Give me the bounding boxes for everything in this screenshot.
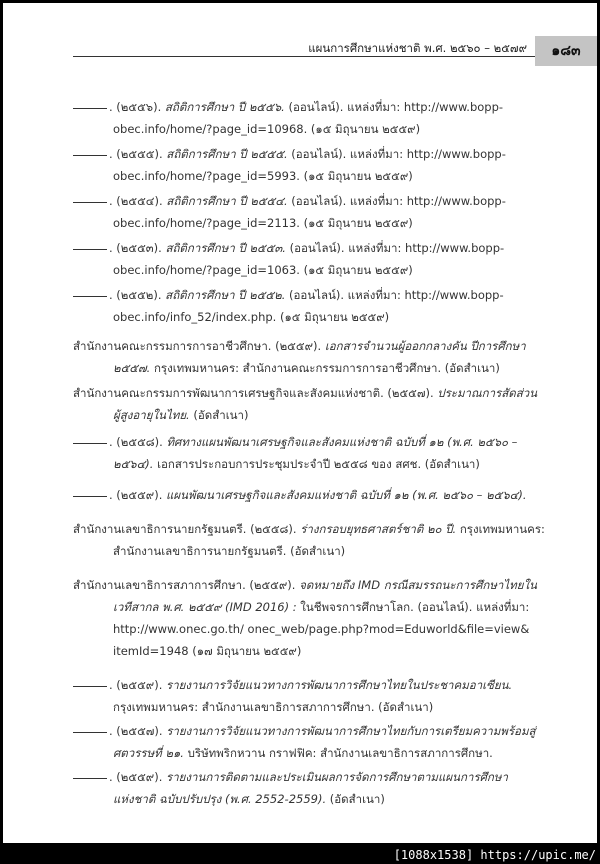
reference-text: สำนักงานคณะกรรมการพัฒนาการเศรษฐกิจและสังคมแห่งชาติ. (๒๕๕๗). [73, 386, 438, 400]
same-author-dash [73, 155, 107, 156]
reference-text: obec.info/home/?page_id=1063. (๑๕ มิถุนายน ๒๕๕๙) [113, 263, 413, 277]
reference-line [73, 575, 537, 595]
reference-line [113, 213, 413, 233]
reference-line [113, 307, 389, 327]
reference-text: สำนักงานคณะกรรมการการอาชีวศึกษา. (๒๕๕๙). [73, 339, 325, 353]
header-rule [73, 56, 535, 57]
reference-line [73, 285, 504, 305]
reference-title: สถิติการศึกษา ปี ๒๕๕๔. [166, 194, 288, 208]
reference-title: เอกสารจำนวนผู้ออกกลางคัน ปีการศึกษา [324, 339, 526, 353]
reference-text: obec.info/home/?page_id=10968. (๑๕ มิถุนายน ๒๕๕๙) [113, 122, 421, 136]
reference-text: obec.info/home/?page_id=2113. (๑๕ มิถุนายน ๒๕๕๙) [113, 216, 413, 230]
reference-line [73, 721, 536, 741]
reference-text: . (๒๕๕๓). [109, 241, 166, 255]
document-page [3, 3, 597, 843]
reference-line [113, 789, 385, 809]
reference-title: ๒๕๕๗. [113, 361, 151, 375]
same-author-dash [73, 443, 107, 444]
reference-line [113, 119, 420, 139]
reference-line [113, 619, 529, 639]
same-author-dash [73, 108, 107, 109]
reference-text: กรุงเทพมหานคร: [456, 522, 545, 536]
reference-text: . (๒๕๕๙). [109, 678, 167, 692]
reference-line [113, 743, 493, 763]
reference-text: . (๒๕๕๗). [109, 724, 167, 738]
reference-text: . (๒๕๕๔). [109, 194, 167, 208]
same-author-dash [73, 496, 107, 497]
reference-line [73, 485, 527, 505]
reference-text: (อัดสำเนา) [189, 408, 249, 422]
reference-line [113, 641, 301, 661]
reference-text: itemId=1948 (๑๗ มิถุนายน ๒๕๕๙) [113, 644, 302, 658]
reference-title: ร่างกรอบยุทธศาสตร์ชาติ ๒๐ ปี. [300, 522, 457, 536]
reference-line [113, 166, 413, 186]
reference-text: . (๒๕๕๙). [109, 770, 167, 784]
reference-line [113, 358, 500, 378]
reference-text: ในชีพจรการศึกษาโลก. (ออนไลน์). แหล่งที่มา: [296, 600, 530, 614]
reference-text: (ออนไลน์). แหล่งที่มา: http://www.bopp- [285, 241, 505, 255]
reference-line [113, 597, 529, 617]
reference-text: บริษัทพริกหวาน กราฟฟิค: สำนักงานเลขาธิการสภาการศึกษา. [183, 746, 493, 760]
reference-text: กรุงเทพมหานคร: สำนักงานเลขาธิการสภาการศึกษา. (อัดสำเนา) [113, 700, 434, 714]
reference-line [73, 191, 506, 211]
reference-text: . (๒๕๕๕). [109, 147, 167, 161]
same-author-dash [73, 249, 107, 250]
reference-text: (ออนไลน์). แหล่งที่มา: http://www.bopp- [287, 147, 506, 161]
reference-text: . (๒๕๕๖). [109, 100, 165, 114]
reference-text: กรุงเทพมหานคร: สำนักงานคณะกรรมการการอาชีวศึกษา. (อัดสำเนา) [150, 361, 500, 375]
reference-text: สำนักงานเลขาธิการนายกรัฐมนตรี. (อัดสำเนา) [113, 544, 346, 558]
reference-title: สถิติการศึกษา ปี ๒๕๕๖. [164, 100, 285, 114]
reference-line [73, 97, 503, 117]
reference-title: สถิติการศึกษา ปี ๒๕๕๕. [166, 147, 288, 161]
reference-text: obec.info/info_52/index.php. (๑๕ มิถุนายน ๒๕๕๙) [113, 310, 390, 324]
reference-title: ประมาณการสัดส่วน [437, 386, 538, 400]
reference-title: แผนพัฒนาเศรษฐกิจและสังคมแห่งชาติ ฉบับที่ ๑๒ (พ.ศ. ๒๕๖๐ – ๒๕๖๔). [166, 488, 527, 502]
reference-text: . (๒๕๕๙). [109, 488, 167, 502]
reference-text: . (๒๕๕๒). [109, 288, 166, 302]
same-author-dash [73, 732, 107, 733]
reference-title: ผู้สูงอายุในไทย. [113, 408, 190, 422]
same-author-dash [73, 202, 107, 203]
reference-title: แห่งชาติ ฉบับปรับปรุง (พ.ศ. 2552-2559). [113, 792, 327, 806]
reference-text: (อัดสำเนา) [326, 792, 385, 806]
reference-line [113, 405, 248, 425]
page-number-tab [535, 36, 597, 66]
reference-line [73, 432, 517, 452]
reference-line [73, 767, 508, 787]
same-author-dash [73, 778, 107, 779]
reference-line [73, 144, 506, 164]
reference-title: สถิติการศึกษา ปี ๒๕๕๓. [165, 241, 286, 255]
reference-title: จดหมายถึง IMD กรณีสมรรถนะการศึกษาไทยใน [299, 578, 537, 592]
reference-text: http://www.onec.go.th/ onec_web/page.php?mod=Eduworld&file=view& [113, 622, 530, 636]
reference-title: เวทีสากล พ.ศ. ๒๕๕๙ (IMD 2016) : [113, 600, 297, 614]
reference-line [73, 675, 512, 695]
reference-text: สำนักงานเลขาธิการสภาการศึกษา. (๒๕๕๙). [73, 578, 300, 592]
reference-line [73, 336, 526, 356]
reference-text: obec.info/home/?page_id=5993. (๑๕ มิถุนายน ๒๕๕๙) [113, 169, 413, 183]
reference-line [73, 238, 504, 258]
reference-text: (ออนไลน์). แหล่งที่มา: http://www.bopp- [285, 288, 504, 302]
reference-title: สถิติการศึกษา ปี ๒๕๕๒. [165, 288, 286, 302]
reference-text: (ออนไลน์). แหล่งที่มา: http://www.bopp- [287, 194, 506, 208]
reference-line [113, 541, 345, 561]
watermark: [1088x1538] https://upic.me/ [393, 848, 596, 862]
reference-title: รายงานการติดตามและประเมินผลการจัดการศึกษาตามแผนการศึกษา [166, 770, 508, 784]
reference-text: (ออนไลน์). แหล่งที่มา: http://www.bopp- [284, 100, 504, 114]
reference-line [113, 697, 433, 717]
reference-line [113, 260, 413, 280]
reference-title: ทิศทางแผนพัฒนาเศรษฐกิจและสังคมแห่งชาติ ฉบับที่ ๑๒ (พ.ศ. ๒๕๖๐ – [166, 435, 518, 449]
reference-text: เอกสารประกอบการประชุมประจำปี ๒๕๕๘ ของ สศช. (อัดสำเนา) [153, 457, 480, 471]
reference-line [73, 519, 545, 539]
same-author-dash [73, 296, 107, 297]
reference-line [113, 454, 480, 474]
running-header-title: แผนการศึกษาแห่งชาติ พ.ศ. ๒๕๖๐ – ๒๕๗๙ [308, 41, 527, 55]
page-number: ๑๘๓ [551, 43, 581, 59]
reference-title: รายงานการวิจัยแนวทางการพัฒนาการศึกษาไทยในประชาคมอาเซียน. [166, 678, 513, 692]
same-author-dash [73, 686, 107, 687]
reference-title: ศตวรรษที่ ๒๑. [113, 746, 184, 760]
reference-text: . (๒๕๕๘). [109, 435, 167, 449]
reference-title: รายงานการวิจัยแนวทางการพัฒนาการศึกษาไทยกับการเตรียมความพร้อมสู่ [166, 724, 536, 738]
reference-line [73, 383, 537, 403]
reference-text: สำนักงานเลขาธิการนายกรัฐมนตรี. (๒๕๕๘). [73, 522, 301, 536]
reference-title: ๒๕๖๔). [113, 457, 154, 471]
